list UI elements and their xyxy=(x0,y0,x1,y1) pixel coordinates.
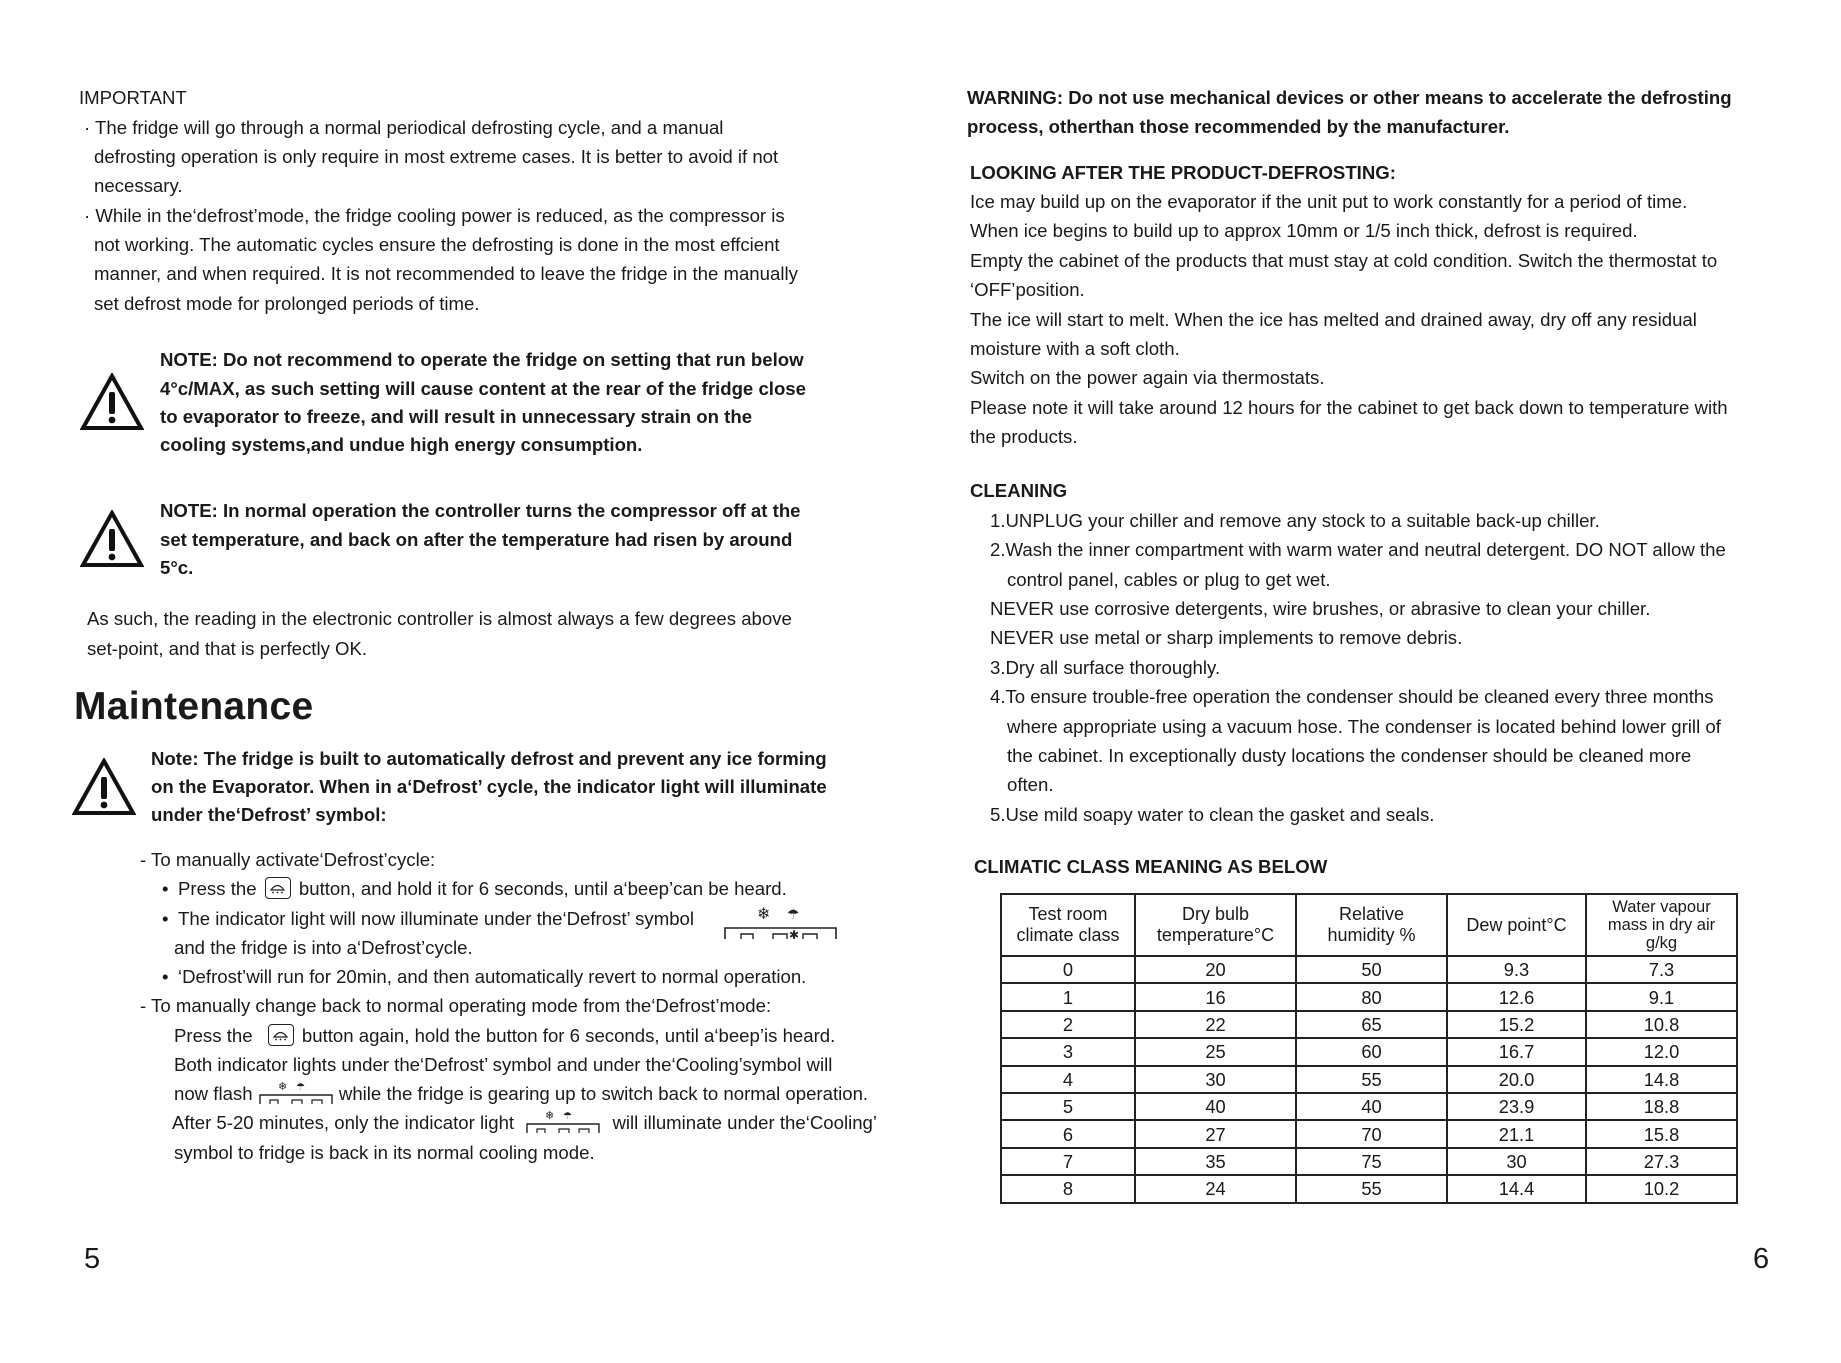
manual-indicator-line xyxy=(162,904,694,933)
cleaning-line: often. xyxy=(1007,774,1054,795)
note2-line: set temperature, and back on after the temperature had risen by around xyxy=(160,529,793,550)
svg-text:❄: ❄ xyxy=(757,904,771,923)
cleaning-line: NEVER use corrosive detergents, wire brushes, or abrasive to clean your chiller. xyxy=(990,598,1651,619)
warning-triangle-icon xyxy=(72,758,136,816)
defrost-button-icon xyxy=(268,1024,294,1046)
table-row xyxy=(1001,956,1737,983)
table-cell: 70 xyxy=(1296,1120,1447,1147)
table-cell: 35 xyxy=(1135,1148,1296,1175)
table-header: Dry bulb temperature°C xyxy=(1135,894,1296,956)
table-cell: 5 xyxy=(1001,1093,1135,1120)
table-cell: 4 xyxy=(1001,1066,1135,1093)
table-row xyxy=(1001,1120,1737,1147)
table-header: Water vapour mass in dry air g/kg xyxy=(1586,894,1737,956)
manual-line: - To manually activate‘Defrost’cycle: xyxy=(140,849,436,870)
table-cell: 3 xyxy=(1001,1038,1135,1065)
defrost-symbol-icon xyxy=(723,904,839,949)
press-again-text: button again, hold the button for 6 seconds, until a‘beep’is heard. xyxy=(301,1025,836,1046)
table-cell: 9.3 xyxy=(1447,956,1586,983)
table-cell: 14.4 xyxy=(1447,1175,1586,1202)
svg-text:✱: ✱ xyxy=(789,928,800,942)
cleaning-line: NEVER use metal or sharp implements to remove debris. xyxy=(990,627,1463,648)
cleaning-heading: CLEANING xyxy=(970,480,1068,501)
important-line: manner, and when required. It is not recommended to leave the fridge in the manually xyxy=(94,263,798,284)
table-header: Relative humidity % xyxy=(1296,894,1447,956)
table-cell: 0 xyxy=(1001,956,1135,983)
warning-triangle-icon xyxy=(80,373,144,431)
defrost-line: Empty the cabinet of the products that must stay at cold condition. Switch the thermostat to xyxy=(970,250,1718,271)
defrost-line: When ice begins to build up to approx 10mm or 1/5 inch thick, defrost is required. xyxy=(970,220,1638,241)
press-label: Press the xyxy=(174,1025,253,1046)
cleaning-line: 3.Dry all surface thoroughly. xyxy=(990,657,1221,678)
note1-line: cooling systems,and undue high energy consumption. xyxy=(160,434,643,455)
cleaning-line: control panel, cables or plug to get wet. xyxy=(1007,569,1331,590)
table-row xyxy=(1001,1011,1737,1038)
table-cell: 23.9 xyxy=(1447,1093,1586,1120)
cleaning-line: 1.UNPLUG your chiller and remove any stock to a suitable back-up chiller. xyxy=(990,510,1600,531)
defrost-line: Please note it will take around 12 hours for the cabinet to get back down to temperature with xyxy=(970,397,1728,418)
warning-line: process, otherthan those recommended by the manufacturer. xyxy=(967,116,1510,137)
svg-text:❄: ❄ xyxy=(545,1109,555,1122)
right-page xyxy=(920,0,1841,1363)
press-label: Press the xyxy=(178,878,257,899)
table-cell: 9.1 xyxy=(1586,983,1737,1010)
table-cell: 15.2 xyxy=(1447,1011,1586,1038)
table-cell: 6 xyxy=(1001,1120,1135,1147)
climatic-heading: CLIMATIC CLASS MEANING AS BELOW xyxy=(974,856,1328,877)
table-cell: 80 xyxy=(1296,983,1447,1010)
page-number: 5 xyxy=(84,1243,101,1275)
table-cell: 8 xyxy=(1001,1175,1135,1202)
table-header-row xyxy=(1001,894,1737,956)
after-label: After 5-20 minutes, only the indicator light xyxy=(172,1112,515,1133)
table-cell: 20.0 xyxy=(1447,1066,1586,1093)
table-cell: 15.8 xyxy=(1586,1120,1737,1147)
manual-press-again-line xyxy=(174,1021,835,1050)
note2-line: NOTE: In normal operation the controller turns the compressor off at the xyxy=(160,500,801,521)
table-cell: 50 xyxy=(1296,956,1447,983)
table-cell: 12.6 xyxy=(1447,983,1586,1010)
defrost-line: ‘OFF’position. xyxy=(970,279,1085,300)
important-label: IMPORTANT xyxy=(79,87,187,108)
table-cell: 27.3 xyxy=(1586,1148,1737,1175)
note2-line: 5°c. xyxy=(160,557,194,578)
table-row xyxy=(1001,1175,1737,1202)
warning-line: WARNING: Do not use mechanical devices or other means to accelerate the defrosting xyxy=(967,87,1732,108)
defrost-line: the products. xyxy=(970,426,1078,447)
important-line: defrosting operation is only require in most extreme cases. It is better to avoid if not xyxy=(94,146,779,167)
important-line: · The fridge will go through a normal periodical defrosting cycle, and a manual xyxy=(84,117,724,138)
table-cell: 30 xyxy=(1135,1066,1296,1093)
defrost-line: Switch on the power again via thermostats. xyxy=(970,367,1325,388)
defrost-heading: LOOKING AFTER THE PRODUCT-DEFROSTING: xyxy=(970,162,1396,183)
manual-press-line xyxy=(162,874,787,903)
table-cell: 21.1 xyxy=(1447,1120,1586,1147)
note1-line: to evaporator to freeze, and will result in unnecessary strain on the xyxy=(160,406,753,427)
table-header: Dew point°C xyxy=(1447,894,1586,956)
warning-triangle-icon xyxy=(80,510,144,568)
table-cell: 10.2 xyxy=(1586,1175,1737,1202)
cleaning-line: where appropriate using a vacuum hose. The condenser is located behind lower grill of xyxy=(1007,716,1721,737)
svg-text:☂: ☂ xyxy=(563,1111,573,1122)
bullet: • xyxy=(162,966,169,987)
page-number: 6 xyxy=(1753,1243,1770,1275)
table-row xyxy=(1001,1148,1737,1175)
table-cell: 25 xyxy=(1135,1038,1296,1065)
flash-text: while the fridge is gearing up to switch back to normal operation. xyxy=(338,1083,869,1104)
table-cell: 16.7 xyxy=(1447,1038,1586,1065)
manual-line: symbol to fridge is back in its normal cooling mode. xyxy=(174,1142,595,1163)
svg-text:☂: ☂ xyxy=(787,907,800,923)
table-row xyxy=(1001,1093,1737,1120)
table-cell: 65 xyxy=(1296,1011,1447,1038)
defrost-line: Ice may build up on the evaporator if the unit put to work constantly for a period of time. xyxy=(970,191,1688,212)
bullet: • xyxy=(162,908,169,929)
defrost-line: moisture with a soft cloth. xyxy=(970,338,1180,359)
table-row xyxy=(1001,1038,1737,1065)
defrost-line: The ice will start to melt. When the ice has melted and drained away, dry off any residual xyxy=(970,309,1697,330)
note3-line: on the Evaporator. When in a‘Defrost’ cycle, the indicator light will illuminate xyxy=(151,776,827,797)
table-cell: 40 xyxy=(1135,1093,1296,1120)
manual-line: - To manually change back to normal operating mode from the‘Defrost’mode: xyxy=(140,995,772,1016)
table-cell: 22 xyxy=(1135,1011,1296,1038)
table-header: Test room climate class xyxy=(1001,894,1135,956)
important-line: not working. The automatic cycles ensure the defrosting is done in the most effcient xyxy=(94,234,780,255)
table-cell: 18.8 xyxy=(1586,1093,1737,1120)
table-cell: 27 xyxy=(1135,1120,1296,1147)
table-cell: 10.8 xyxy=(1586,1011,1737,1038)
table-cell: 75 xyxy=(1296,1148,1447,1175)
table-cell: 40 xyxy=(1296,1093,1447,1120)
important-line: set defrost mode for prolonged periods of time. xyxy=(94,293,480,314)
runtime-text: ‘Defrost’will run for 20min, and then automatically revert to normal operation. xyxy=(178,966,807,987)
table-cell: 24 xyxy=(1135,1175,1296,1202)
as-such-line: set-point, and that is perfectly OK. xyxy=(87,638,368,659)
left-page xyxy=(0,0,920,1363)
table-cell: 7.3 xyxy=(1586,956,1737,983)
cleaning-line: the cabinet. In exceptionally dusty locations the condenser should be cleaned more xyxy=(1007,745,1692,766)
table-cell: 30 xyxy=(1447,1148,1586,1175)
table-cell: 55 xyxy=(1296,1066,1447,1093)
maintenance-heading: Maintenance xyxy=(74,685,314,728)
note3-line: Note: The fridge is built to automatically defrost and prevent any ice forming xyxy=(151,748,827,769)
flash-label: now flash xyxy=(174,1083,253,1104)
important-line: necessary. xyxy=(94,175,183,196)
svg-text:❄: ❄ xyxy=(277,1080,287,1093)
table-cell: 60 xyxy=(1296,1038,1447,1065)
cleaning-line: 2.Wash the inner compartment with warm water and neutral detergent. DO NOT allow the xyxy=(990,539,1726,560)
defrost-button-icon xyxy=(265,877,291,899)
svg-text:☂: ☂ xyxy=(295,1082,305,1093)
table-cell: 1 xyxy=(1001,983,1135,1010)
indicator-text: The indicator light will now illuminate under the‘Defrost’ symbol xyxy=(178,908,695,929)
note1-line: 4°c/MAX, as such setting will cause content at the rear of the fridge close xyxy=(160,378,806,399)
as-such-line: As such, the reading in the electronic controller is almost always a few degrees above xyxy=(87,608,792,629)
table-cell: 55 xyxy=(1296,1175,1447,1202)
table-cell: 14.8 xyxy=(1586,1066,1737,1093)
table-cell: 12.0 xyxy=(1586,1038,1737,1065)
manual-line: and the fridge is into a‘Defrost’cycle. xyxy=(174,937,473,958)
cleaning-line: 4.To ensure trouble-free operation the condenser should be cleaned every three months xyxy=(990,686,1714,707)
bullet: • xyxy=(162,878,169,899)
table-cell: 7 xyxy=(1001,1148,1135,1175)
manual-line: Both indicator lights under the‘Defrost’ symbol and under the‘Cooling’symbol will xyxy=(174,1054,833,1075)
note1-line: NOTE: Do not recommend to operate the fridge on setting that run below xyxy=(160,349,804,370)
cleaning-line: 5.Use mild soapy water to clean the gasket and seals. xyxy=(990,804,1435,825)
table-cell: 2 xyxy=(1001,1011,1135,1038)
manual-runtime-line xyxy=(162,962,806,991)
table-cell: 16 xyxy=(1135,983,1296,1010)
after-text: will illuminate under the‘Cooling’ xyxy=(612,1112,878,1133)
important-line: · While in the‘defrost’mode, the fridge cooling power is reduced, as the compressor is xyxy=(84,205,785,226)
table-row xyxy=(1001,1066,1737,1093)
table-row xyxy=(1001,983,1737,1010)
climatic-class-table xyxy=(1000,893,1738,1204)
press-text: button, and hold it for 6 seconds, until a‘beep’can be heard. xyxy=(298,878,787,899)
table-cell: 20 xyxy=(1135,956,1296,983)
note3-line: under the‘Defrost’ symbol: xyxy=(151,804,387,825)
